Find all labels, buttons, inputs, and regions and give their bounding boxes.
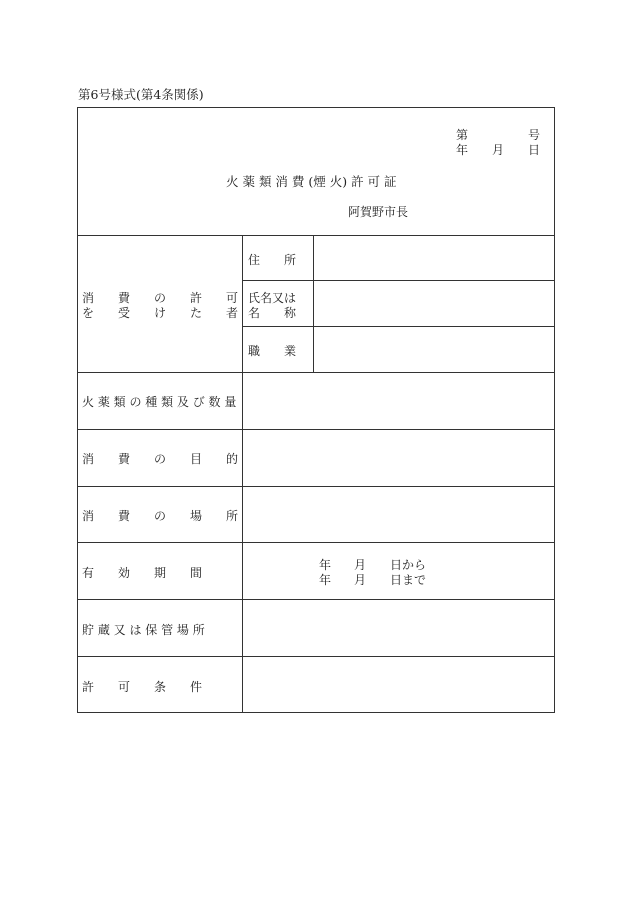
validity-from-day: 日から xyxy=(390,558,427,572)
table-divider xyxy=(313,235,314,372)
table-divider xyxy=(242,235,243,713)
table-divider xyxy=(77,656,555,657)
validity-to-month: 月 xyxy=(354,573,367,587)
table-divider xyxy=(242,326,555,327)
date-month: 月 xyxy=(492,143,505,157)
address-label: 住 所 xyxy=(248,253,297,267)
number-suffix: 号 xyxy=(528,128,541,142)
table-divider xyxy=(77,235,555,236)
validity-to-day: 日まで xyxy=(390,573,427,587)
date-year: 年 xyxy=(456,143,469,157)
validity-to-year: 年 xyxy=(319,573,332,587)
name-label-line2: 名 称 xyxy=(248,306,297,320)
name-label-line1: 氏名又は xyxy=(248,291,297,305)
validity-label: 有 効 期 間 xyxy=(82,566,203,580)
validity-from-year: 年 xyxy=(319,558,332,572)
table-divider xyxy=(77,486,555,487)
storage-label: 貯 蔵 又 は 保 管 場 所 xyxy=(82,623,205,637)
issuer-name: 阿賀野市長 xyxy=(348,205,409,219)
permittee-label-line2: を 受 け た 者 xyxy=(82,306,239,320)
form-number-label: 第6号様式(第4条関係) xyxy=(78,87,204,102)
permittee-label-line1: 消 費 の 許 可 xyxy=(82,291,239,305)
type-quantity-label: 火 薬 類 の 種 類 及 び 数 量 xyxy=(82,395,237,409)
permit-title: 火 薬 類 消 費 (煙 火) 許 可 証 xyxy=(226,174,397,189)
conditions-label: 許 可 条 件 xyxy=(82,680,203,694)
table-divider xyxy=(77,542,555,543)
table-divider xyxy=(77,429,555,430)
purpose-label: 消 費 の 目 的 xyxy=(82,452,239,466)
occupation-label: 職 業 xyxy=(248,344,297,358)
table-divider xyxy=(77,599,555,600)
number-prefix: 第 xyxy=(456,128,469,142)
validity-from-month: 月 xyxy=(354,558,367,572)
date-day: 日 xyxy=(528,143,541,157)
table-divider xyxy=(242,280,555,281)
place-label: 消 費 の 場 所 xyxy=(82,509,239,523)
table-divider xyxy=(77,372,555,373)
